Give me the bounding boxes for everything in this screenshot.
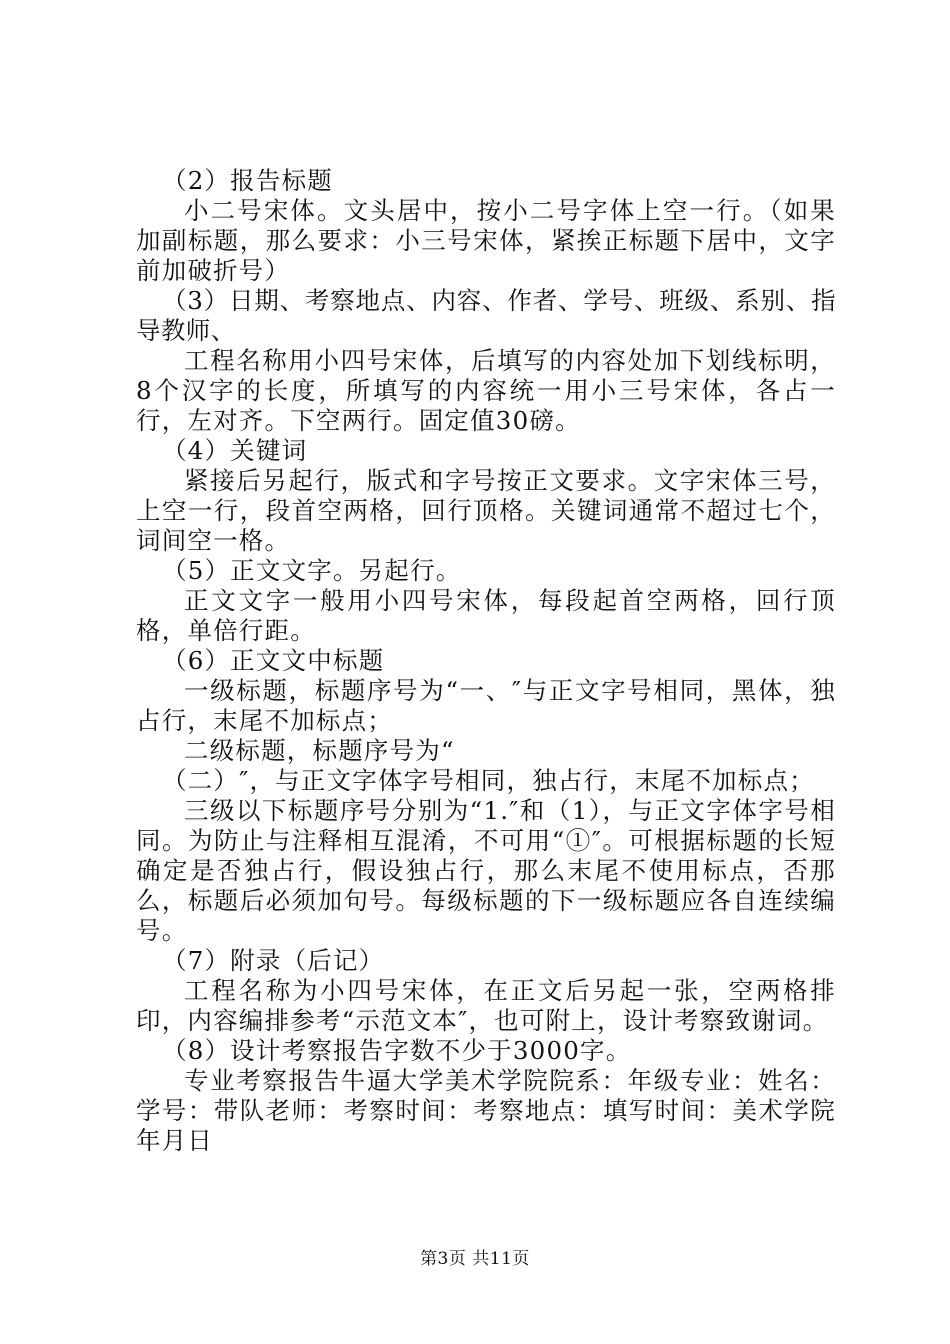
document-body xyxy=(136,166,836,1156)
paragraph-level1-title: 一级标题，标题序号为“一、″与正文字号相同，黑体，独占行，末尾不加标点； xyxy=(136,676,836,735)
paragraph-keywords-format: 紧接后另起行，版式和字号按正文要求。文字宋体三号，上空一行，段首空两格，回行顶格。关键词通常不超过七个，词间空一格。 xyxy=(136,466,836,555)
section-heading-word-count: （8）设计考察报告字数不少于3000字。 xyxy=(162,1036,632,1065)
section-heading-keywords: （4）关键词 xyxy=(162,436,308,465)
paragraph-report-title-format: 小二号宋体。文头居中，按小二号字体上空一行。（如果加副标题，那么要求：小三号宋体，紧挨正标题下居中，文字前加破折号） xyxy=(136,196,836,285)
section-heading-appendix: （7）附录（后记） xyxy=(162,946,385,975)
section-heading-body-text: （5）正文文字。另起行。 xyxy=(162,556,462,585)
paragraph-appendix-format: 工程名称为小四号宋体，在正文后另起一张，空两格排印，内容编排参考“示范文本″，也可附上，设计考察致谢词。 xyxy=(136,976,836,1035)
paragraph-report-cover-fields: 专业考察报告牛逼大学美术学院院系：年级专业：姓名：学号：带队老师：考察时间：考察地点：填写时间：美术学院年月日 xyxy=(136,1066,836,1155)
section-heading-inline-titles: （6）正文文中标题 xyxy=(162,646,385,675)
paragraph-level2-title: 二级标题，标题序号为“ xyxy=(184,736,455,765)
paragraph-body-text-format: 正文文字一般用小四号宋体，每段起首空两格，回行顶格，单倍行距。 xyxy=(136,586,836,645)
paragraph-level2-title-cont: （二）″，与正文字体字号相同，独占行，末尾不加标点； xyxy=(162,766,815,795)
paragraph-level3-title: 三级以下标题序号分别为“1.″和（1），与正文字体字号相同。为防止与注释相互混淆，不可用“①″。可根据标题的长短确定是否独占行，假设独占行，那么末尾不使用标点，否那么，标题后必须加句号。每级标题的下一级标题应各自连续编号。 xyxy=(136,796,836,945)
paragraph-project-name-format: 工程名称用小四号宋体，后填写的内容处加下划线标明，8个汉字的长度，所填写的内容统一用小三号宋体，各占一行，左对齐。下空两行。固定值30磅。 xyxy=(136,346,836,435)
section-heading-report-title: （2）报告标题 xyxy=(162,166,333,195)
section-heading-date-location: （3）日期、考察地点、内容、作者、学号、班级、系别、指导教师、 xyxy=(136,286,836,345)
page-number-footer: 第3页 共11页 xyxy=(420,1249,530,1269)
